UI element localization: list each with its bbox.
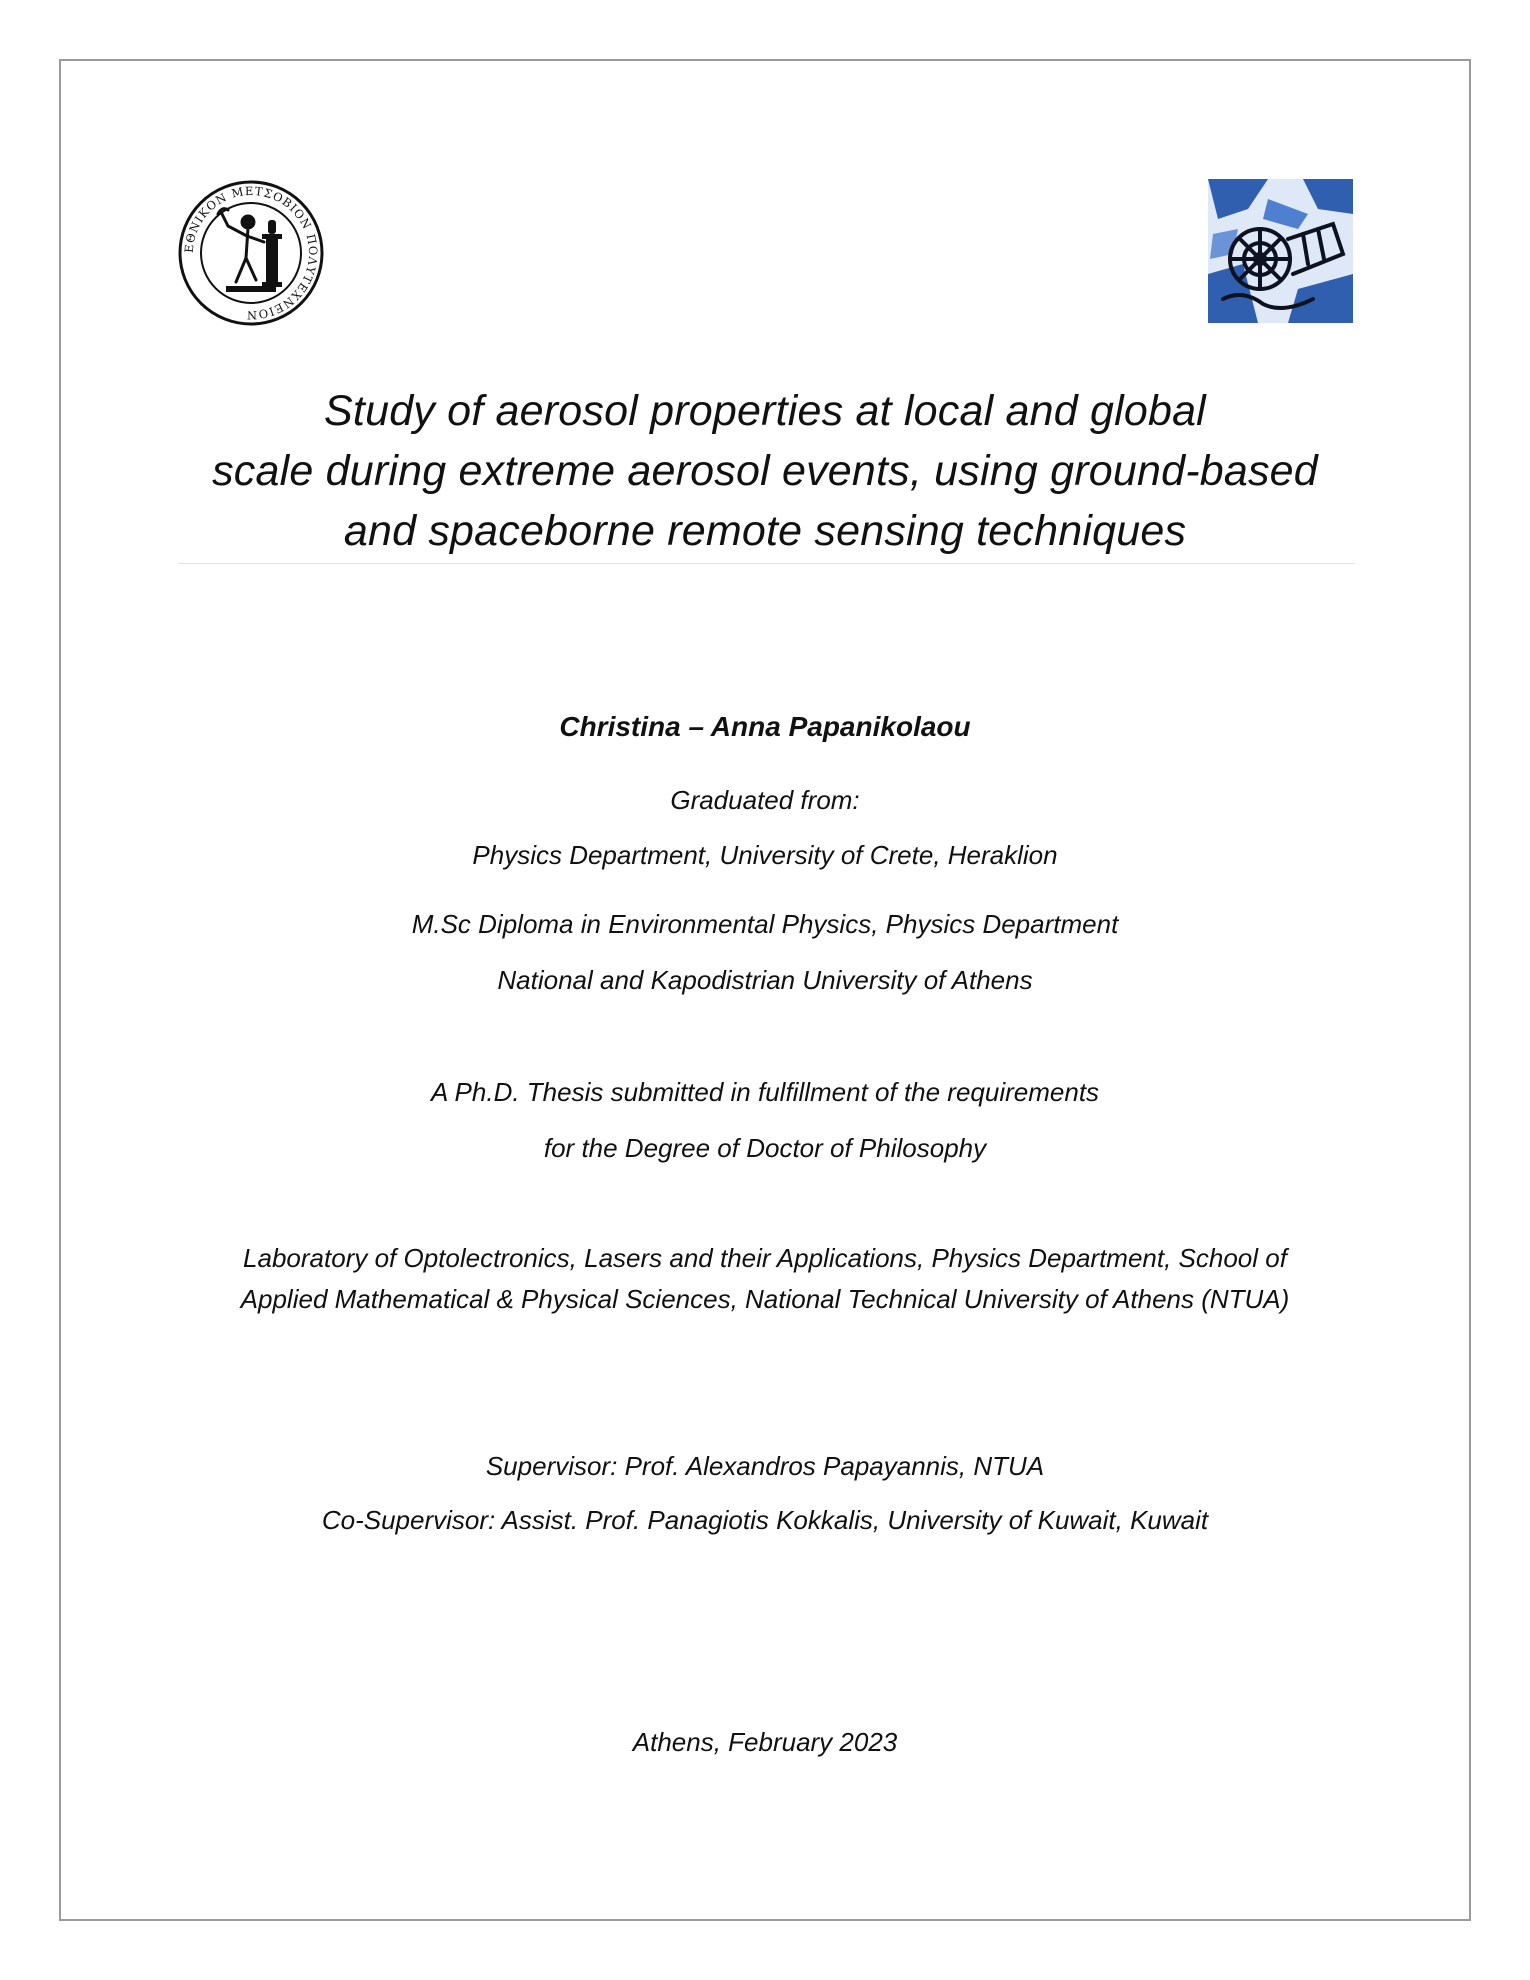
education-line-1: Physics Department, University of Crete, Heraklion xyxy=(472,840,1058,870)
title-line-3: and spaceborne remote sensing techniques xyxy=(343,507,1187,555)
university-seal-icon xyxy=(178,180,324,326)
laboratory-line-1: Laboratory of Optolectronics, Lasers and their Applications, Physics Department, School of xyxy=(243,1243,1287,1273)
laboratory-artwork-icon xyxy=(1208,179,1353,323)
thesis-statement-line-1: A Ph.D. Thesis submitted in fulfillment of the requirements xyxy=(430,1077,1100,1107)
education-line-3: National and Kapodistrian University of Athens xyxy=(497,965,1033,995)
place-date: Athens, February 2023 xyxy=(632,1727,898,1757)
title-line-1: Study of aerosol properties at local and global xyxy=(324,387,1206,435)
thesis-title xyxy=(160,381,1370,561)
co-supervisor: Co-Supervisor: Assist. Prof. Panagiotis Kokkalis, University of Kuwait, Kuwait xyxy=(321,1505,1209,1535)
laboratory-line-2: Applied Mathematical & Physical Sciences, National Technical University of Athens (NTUA) xyxy=(240,1284,1290,1314)
author-name: Christina – Anna Papanikolaou xyxy=(559,711,971,742)
title-line-2: scale during extreme aerosol events, using ground-based xyxy=(212,447,1318,495)
supervisor: Supervisor: Prof. Alexandros Papayannis, NTUA xyxy=(485,1451,1045,1481)
title-divider xyxy=(178,563,1355,564)
thesis-statement-line-2: for the Degree of Doctor of Philosophy xyxy=(543,1133,987,1163)
seal-text: ΕΘΝΙΚΟΝ ΜΕΤΣΟΒΙΟΝ ΠΟΛΥΤΕΧΝΕΙΟΝ xyxy=(181,183,321,323)
graduated-label: Graduated from: xyxy=(670,785,860,815)
education-line-2: M.Sc Diploma in Environmental Physics, Physics Department xyxy=(411,909,1119,939)
